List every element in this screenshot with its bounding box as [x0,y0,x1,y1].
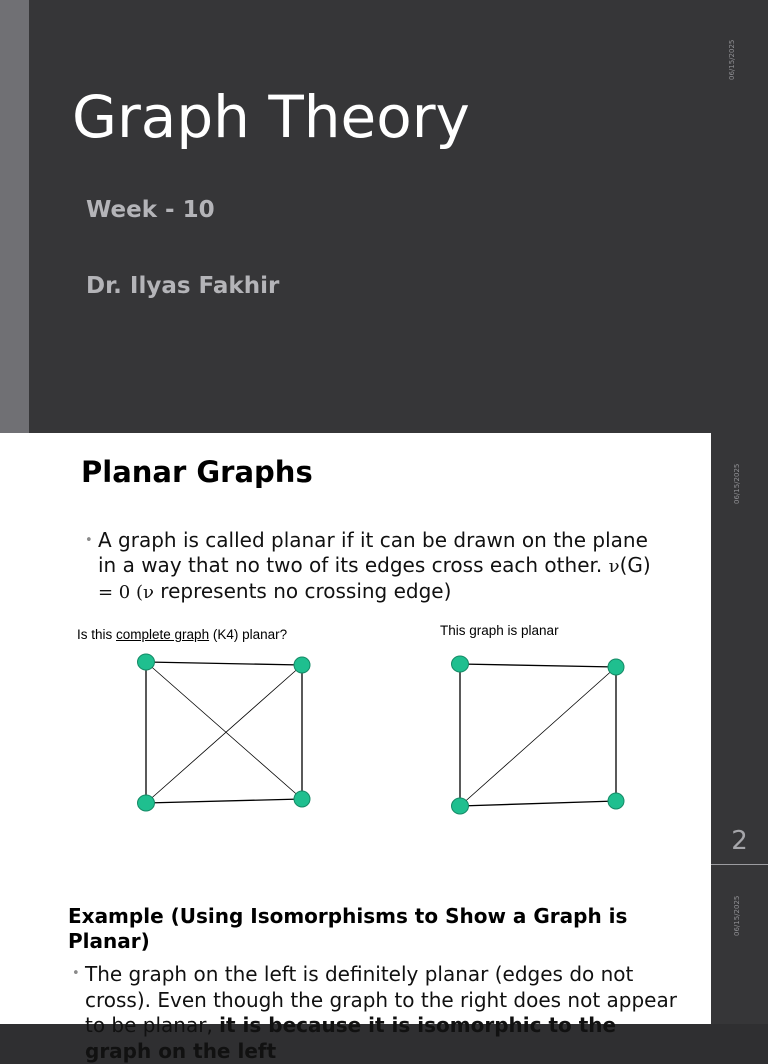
graph-node [138,654,155,670]
graph-node [608,659,624,675]
k4-graph-planar-drawing [445,651,635,816]
bullet-item [72,962,692,1063]
slide-1[interactable] [0,0,768,433]
slide-subtitle-week: Week - 10 [86,197,215,223]
graph-node [294,657,310,673]
slide-date: 06/15/2025 [733,463,741,504]
slide-2[interactable] [0,433,711,866]
slide-date: 06/15/2025 [728,39,736,80]
slide-divider [711,864,768,865]
slide-title: Planar Graphs [81,455,313,489]
bullet-text: A graph is called planar if it can be drawn on the plane in a way that no two of its edges cross each other. ν(G) = 0 (ν represents no crossing edge) [98,528,651,603]
graph-caption-right: This graph is planar [440,623,559,638]
slide-title: Graph Theory [72,83,470,151]
accent-bar [0,0,29,433]
slide-title: Example (Using Isomorphisms to Show a Graph is Planar) [68,904,628,953]
slide-date: 06/15/2025 [733,895,741,936]
bullet-dot-icon: • [72,966,80,981]
slide-3[interactable] [0,866,711,1063]
bullet-dot-icon: • [85,533,93,548]
graph-node [138,795,155,811]
bullet-text: The graph on the left is definitely planar (edges do not cross). Even though the graph to the right does not appear to be planar, it is because it is isomorphic to the graph on the left [85,962,677,1063]
graph-node [452,798,469,814]
graph-caption-left: Is this complete graph (K4) planar? [77,627,288,642]
graph-node [608,793,624,809]
slide-number: 2 [731,826,748,856]
graph-node [452,656,469,672]
bullet-item [85,528,675,618]
slide-subtitle-author: Dr. Ilyas Fakhir [86,273,280,299]
k4-graph-nonplanar-drawing [130,651,320,816]
graph-node [294,791,310,807]
